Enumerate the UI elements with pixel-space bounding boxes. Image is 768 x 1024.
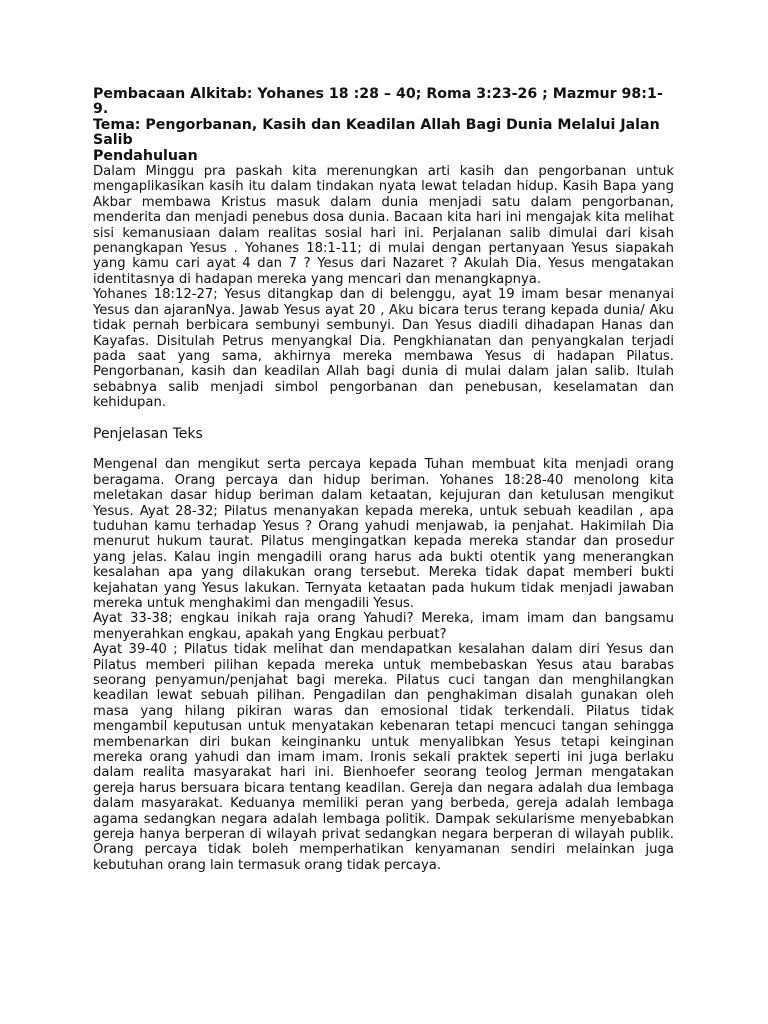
reading-heading: Pembacaan Alkitab: Yohanes 18 :28 – 40; Roma 3:23-26 ; Mazmur 98:1-9.	[93, 86, 663, 118]
spacer	[93, 411, 674, 426]
explanation-paragraph-1: Mengenal dan mengikut serta percaya kepada Tuhan membuat kita menjadi orang beragama. Orang percaya dan hidup beriman. Yohanes 18:28-40 menolong kita meletakan dasar hidup beriman dalam ketaatan, kejujuran dan ketulusan mengikut Yesus. Ayat 28-32; Pilatus menanyakan kepada mereka, untuk sebuah keadilan , apa tuduhan kamu terhadap Yesus ? Orang yahudi menjawab, ia penjahat. Hakimilah Dia menurut hukum taurat. Pilatus mengingatkan kepada mereka standar dan prosedur yang jelas. Kalau ingin mengadili orang harus ada bukti otentik yang menerangkan kesalahan apa yang dilakukan orang tersebut. Mereka tidak dapat memberi bukti kejahatan yang Yesus lakukan. Ternyata ketaatan pada hukum tidak menjadi jawaban mereka untuk menghakimi dan mengadili Yesus.	[93, 457, 674, 611]
spacer	[93, 442, 674, 457]
explanation-paragraph-2: Ayat 33-38; engkau inikah raja orang Yahudi? Mereka, imam imam dan bangsamu menyerahkan engkau, apakah yang Engkau perbuat?	[93, 611, 674, 642]
intro-paragraph-1: Dalam Minggu pra paskah kita merenungkan arti kasih dan pengorbanan untuk mengaplikasikan kasih itu dalam tindakan nyata lewat teladan hidup. Kasih Bapa yang Akbar membawa Kristus masuk dalam dunia menjadi satu dalam pengorbanan, menderita dan menjadi penebus dosa dunia. Bacaan kita hari ini mengajak kita melihat sisi kemanusiaan dalam realitas sosial hari ini. Perjalanan salib dimulai dari kisah penangkapan Yesus . Yohanes 18:1-11; di mulai dengan pertanyaan Yesus siapakah yang kamu cari ayat 4 dan 7 ? Yesus dari Nazaret ? Akulah Dia. Yesus mengatakan identitasnya di hadapan mereka yang mencari dan menangkapnya.	[93, 164, 674, 287]
explanation-paragraph-3: Ayat 39-40 ; Pilatus tidak melihat dan mendapatkan kesalahan dalam diri Yesus dan Pilatus memberi pilihan kepada mereka untuk membebaskan Yesus atau barabas seorang penyamun/penjahat bagi mereka. Pilatus cuci tangan dan menghilangkan keadilan lewat sebuah pilihan. Pengadilan dan penghakiman disalah gunakan oleh masa yang hilang pikiran waras dan emosional tidak terkendali. Pilatus tidak mengambil keputusan untuk menyatakan kebenaran tetapi mencuci tangan sehingga membenarkan diri bukan keinginanku untuk menyalibkan Yesus tetapi keinginan mereka orang yahudi dan imam imam. Ironis sekali praktek seperti ini juga berlaku dalam realita masyarakat hari ini. Bienhoefer seorang teolog Jerman mengatakan gereja harus bersuara bicara tentang keadilan. Gereja dan negara adalah dua lembaga dalam masyarakat. Keduanya memiliki peran yang berbeda, gereja adalah lembaga agama sedangkan negara adalah lembaga politik. Dampak sekularisme menyebabkan gereja hanya berperan di wilayah privat sedangkan negara berperan di wilayah publik. Orang percaya tidak boleh memperhatikan kenyamanan sendiri melainkan juga kebutuhan orang lain termasuk orang tidak percaya.	[93, 642, 674, 873]
theme-heading: Tema: Pengorbanan, Kasih dan Keadilan Allah Bagi Dunia Melalui Jalan Salib	[93, 116, 660, 149]
document-page	[93, 87, 674, 873]
intro-paragraph-2: Yohanes 18:12-27; Yesus ditangkap dan di belenggu, ayat 19 imam besar menanyai Yesus dan ajaranNya. Jawab Yesus ayat 20 , Aku bicara terus terang kepada dunia/ Aku tidak pernah berbicara sembunyi sembunyi. Dan Yesus diadili dihadapan Hanas dan Kayafas. Disitulah Petrus menyangkal Dia. Pengkhianatan dan penyangkalan terjadi pada saat yang sama, akhirnya mereka membawa Yesus di hadapan Pilatus. Pengorbanan, kasih dan keadilan Allah bagi dunia di mulai dalam jalan salib. Itulah sebabnya salib menjadi simbol pengorbanan dan penebusan, keselamatan dan kehidupan.	[93, 287, 674, 411]
intro-heading: Pendahuluan	[93, 147, 198, 164]
text-explanation-heading: Penjelasan Teks	[93, 425, 203, 442]
